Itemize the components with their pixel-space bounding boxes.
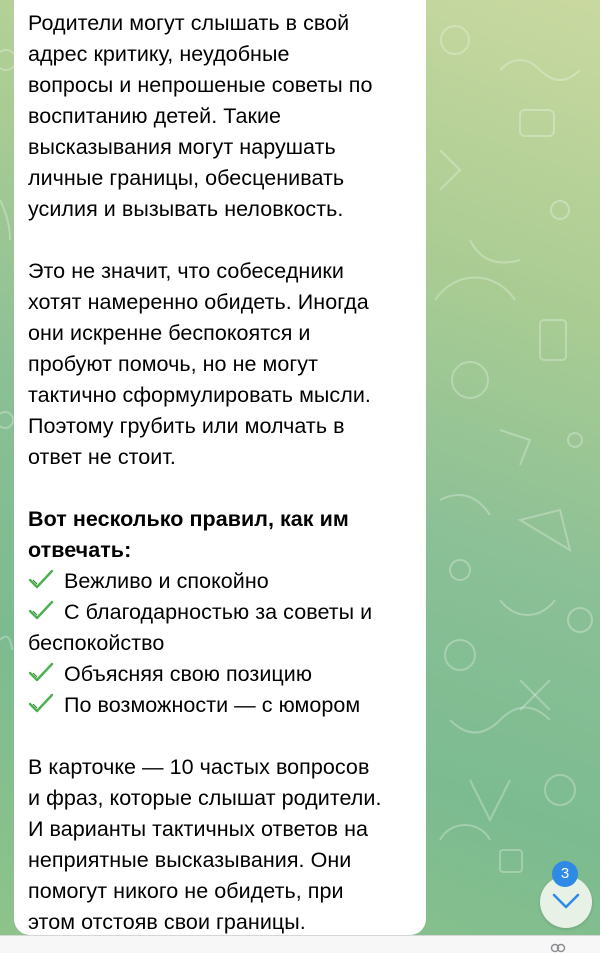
- text-line: усилия и вызывать неловкость.: [28, 197, 344, 221]
- text-line: высказывания могут нарушать: [28, 135, 336, 159]
- rule-text: Вежливо и спокойно: [64, 569, 269, 593]
- rule-item: [28, 597, 412, 628]
- rule-text: С благодарностью за советы и: [64, 600, 373, 624]
- rule-text: По возможности — с юмором: [64, 693, 361, 717]
- check-mark-icon: [28, 692, 54, 714]
- rule-item: [28, 690, 412, 721]
- text-line: пробуют помочь, но не могут: [28, 352, 318, 376]
- text-line: неприятные высказывания. Они: [28, 848, 352, 872]
- sticker-icon[interactable]: [550, 942, 566, 953]
- rule-item: [28, 659, 412, 690]
- text-line: Поэтому грубить или молчать в: [28, 414, 345, 438]
- rule-item-continuation: [28, 628, 412, 659]
- text-line: Вот несколько правил, как им: [28, 507, 349, 531]
- message-paragraph: [28, 8, 412, 225]
- text-line: адрес критику, неудобные: [28, 42, 290, 66]
- rule-text: беспокойство: [28, 631, 165, 655]
- rule-text: Объясняя свою позицию: [64, 662, 312, 686]
- text-line: личные границы, обесценивать: [28, 166, 345, 190]
- message-bubble[interactable]: [14, 0, 426, 935]
- text-line: ответ не стоит.: [28, 445, 176, 469]
- text-line: В карточке — 10 частых вопросов: [28, 755, 370, 779]
- text-line: они искренне беспокоятся и: [28, 321, 311, 345]
- rules-list: [28, 566, 412, 721]
- message-text: [28, 8, 412, 935]
- text-line: вопросы и непрошеные советы по: [28, 73, 373, 97]
- text-line: Это не значит, что собеседники: [28, 259, 344, 283]
- check-mark-icon: [28, 568, 54, 590]
- text-line: Родители могут слышать в свой: [28, 11, 350, 35]
- rule-item: [28, 566, 412, 597]
- text-line: тактично сформулировать мысли.: [28, 383, 371, 407]
- text-line: помогут никого не обидеть, при: [28, 879, 344, 903]
- text-line: этом отстояв свои границы.: [28, 910, 306, 934]
- chevron-down-icon: [552, 892, 580, 910]
- text-line: и фраз, которые слышат родители.: [28, 786, 382, 810]
- message-paragraph: [28, 752, 412, 935]
- text-line: отвечать:: [28, 538, 132, 562]
- text-line: хотят намеренно обидеть. Иногда: [28, 290, 369, 314]
- message-input-bar: [0, 935, 600, 953]
- check-mark-icon: [28, 599, 54, 621]
- text-line: воспитанию детей. Такие: [28, 104, 282, 128]
- text-line: И варианты тактичных ответов на: [28, 817, 369, 841]
- unread-count-badge: 3: [552, 861, 578, 887]
- rules-heading: [28, 504, 412, 566]
- message-paragraph: [28, 256, 412, 473]
- check-mark-icon: [28, 661, 54, 683]
